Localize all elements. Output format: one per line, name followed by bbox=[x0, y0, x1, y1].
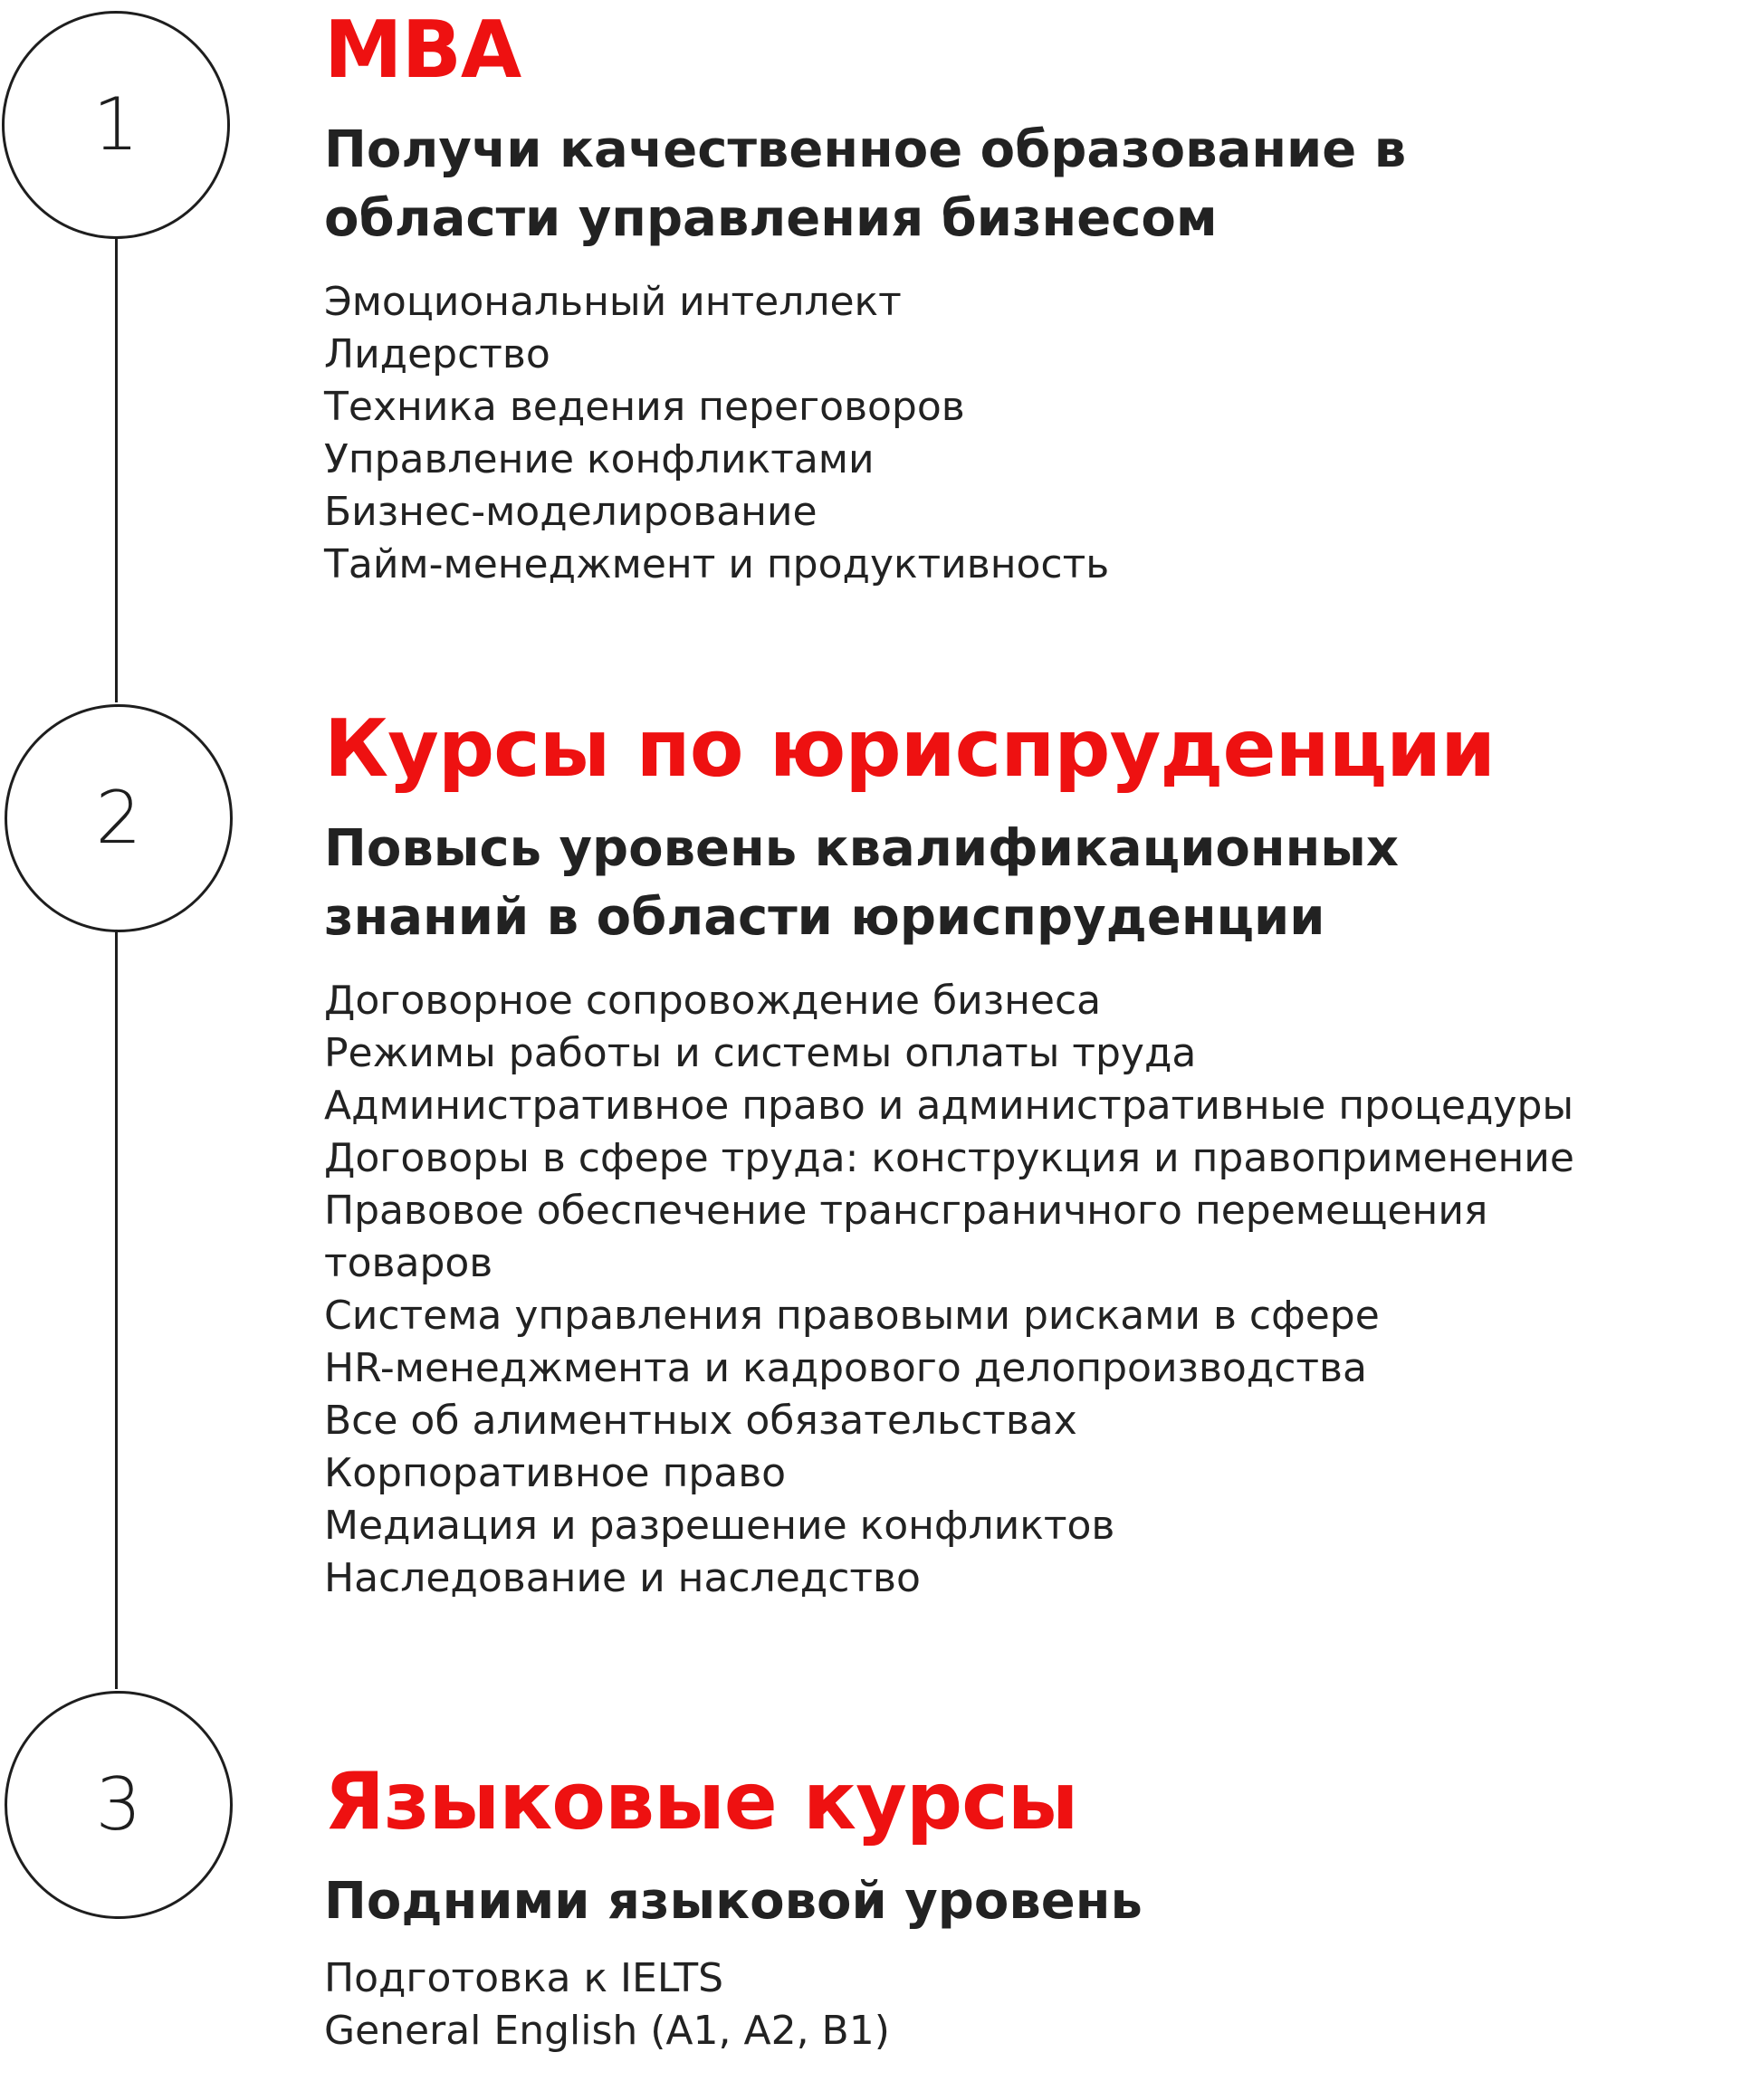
course-item: Административное право и административные процедуры bbox=[324, 1083, 1574, 1129]
course-item: Все об алиментных обязательствах bbox=[324, 1398, 1077, 1444]
timeline-connector-2-3 bbox=[115, 932, 118, 1689]
subtitle-line: Получи качественное образование в bbox=[324, 120, 1407, 179]
subtitle-line: знаний в области юриспруденции bbox=[324, 888, 1325, 947]
course-item: Система управления правовыми рисками в сфере bbox=[324, 1293, 1380, 1339]
subtitle-line: области управления бизнесом bbox=[324, 189, 1218, 248]
section-subtitle bbox=[324, 1867, 1736, 1936]
section-mba bbox=[324, 0, 1736, 591]
course-item: Медиация и разрешение конфликтов bbox=[324, 1503, 1115, 1549]
course-item: Договоры в сфере труда: конструкция и правоприменение bbox=[324, 1135, 1574, 1181]
course-item: HR-менеджмента и кадрового делопроизводства bbox=[324, 1345, 1367, 1391]
timeline-connector-1-2 bbox=[115, 237, 118, 702]
section-subtitle bbox=[324, 116, 1736, 253]
step-number-circle-3 bbox=[5, 1691, 233, 1919]
course-item: Техника ведения переговоров bbox=[324, 384, 965, 430]
step-number-circle-2 bbox=[5, 704, 233, 932]
course-item: Управление конфликтами bbox=[324, 436, 875, 482]
course-item: Лидерство bbox=[324, 331, 550, 377]
course-list bbox=[324, 975, 1736, 1605]
section-language-courses bbox=[324, 1752, 1736, 2057]
course-item: товаров bbox=[324, 1240, 493, 1286]
course-item: Договорное сопровождение бизнеса bbox=[324, 978, 1102, 1024]
subtitle-line: Повысь уровень квалификационных bbox=[324, 819, 1400, 878]
course-item: Бизнес-моделирование bbox=[324, 489, 818, 535]
course-item: Тайм-менеджмент и продуктивность bbox=[324, 541, 1110, 587]
section-law-courses bbox=[324, 699, 1736, 1605]
course-item: Эмоциональный интеллект bbox=[324, 279, 902, 325]
section-title: Курсы по юриспруденции bbox=[324, 702, 1496, 795]
course-item: Наследование и наследство bbox=[324, 1555, 921, 1601]
step-number-2: 2 bbox=[95, 776, 142, 860]
course-list bbox=[324, 1952, 1736, 2057]
course-item: Корпоративное право bbox=[324, 1450, 787, 1496]
step-number-circle-1 bbox=[2, 11, 230, 239]
section-title: Языковые курсы bbox=[324, 1755, 1078, 1847]
subtitle-line: Подними языковой уровень bbox=[324, 1872, 1143, 1931]
course-item: Режимы работы и системы оплаты труда bbox=[324, 1030, 1197, 1076]
course-item: Правовое обеспечение трансграничного перемещения bbox=[324, 1188, 1488, 1234]
section-subtitle bbox=[324, 815, 1736, 952]
step-number-3: 3 bbox=[95, 1762, 142, 1847]
course-item: Подготовка к IELTS bbox=[324, 1955, 724, 2001]
step-number-1: 1 bbox=[92, 82, 139, 167]
course-list bbox=[324, 276, 1736, 591]
section-title: MBA bbox=[324, 4, 521, 96]
course-item: General English (A1, A2, B1) bbox=[324, 2008, 890, 2054]
